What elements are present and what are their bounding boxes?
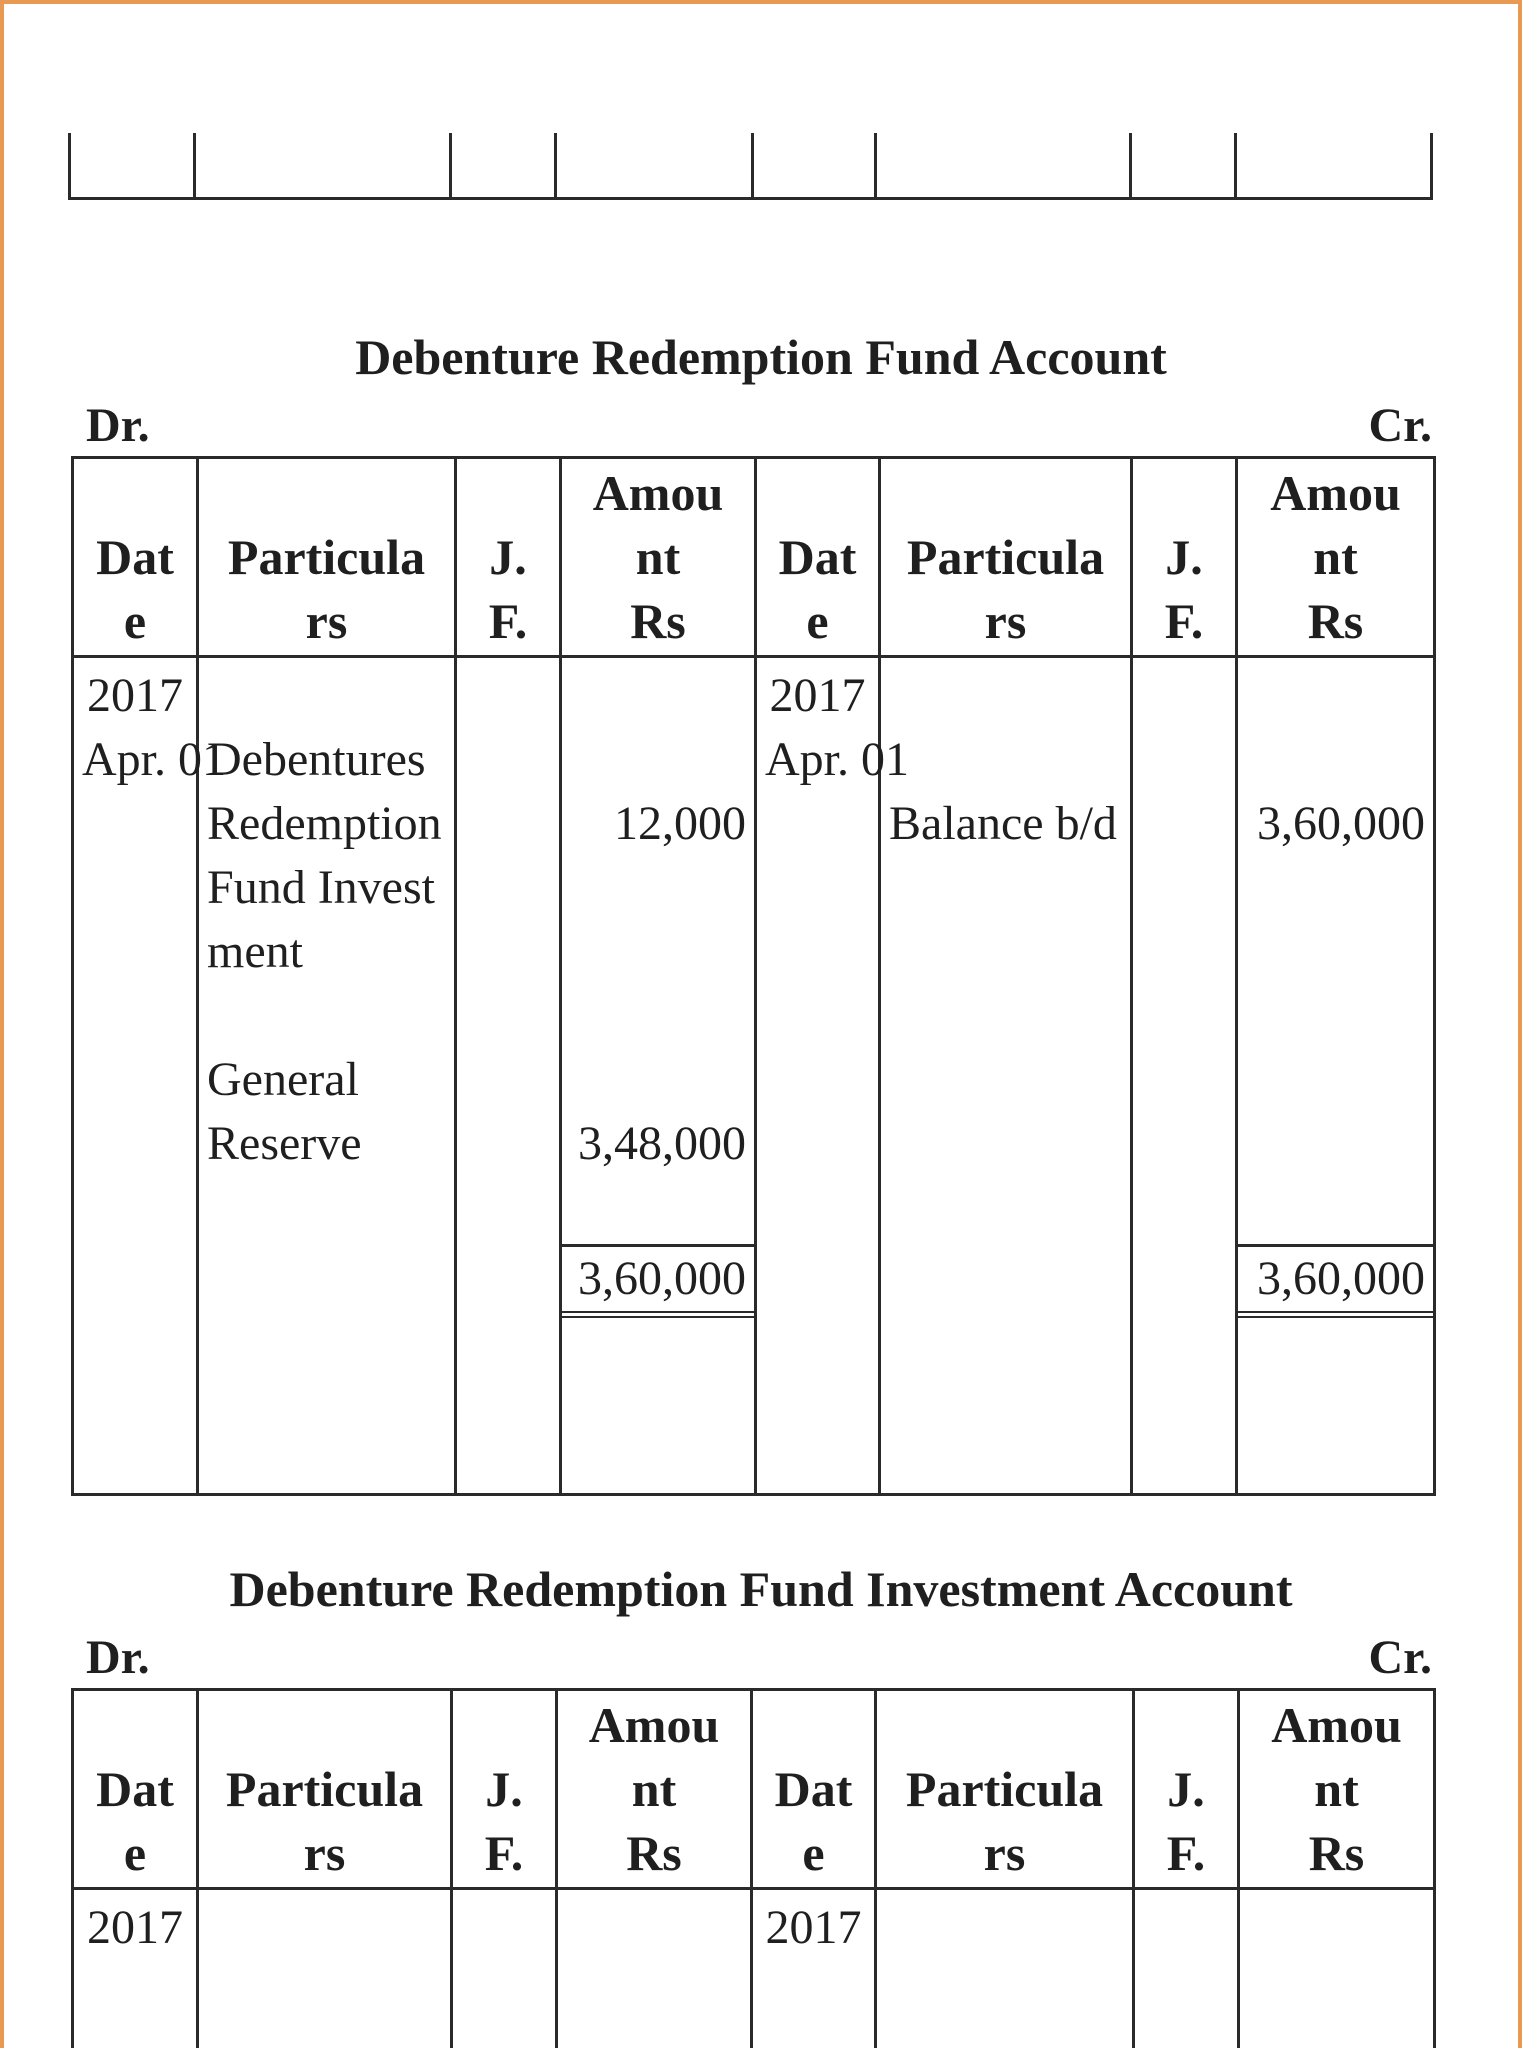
stub-divider xyxy=(874,133,877,200)
stub-divider xyxy=(449,133,452,200)
investment-account-table xyxy=(71,1688,1436,2048)
debit-jf-cell xyxy=(452,1889,557,2048)
header-date: Dat e xyxy=(756,458,880,657)
header-particulars: Particula rs xyxy=(880,458,1132,657)
debit-date-cell xyxy=(73,1889,198,2048)
credit-amount-1: 3,60,000 xyxy=(1257,797,1425,850)
stub-divider xyxy=(193,133,196,200)
credit-amount-cell xyxy=(1239,1889,1435,2048)
header-row xyxy=(73,1690,1435,1889)
header-jf: J. F. xyxy=(1132,458,1237,657)
table-row xyxy=(73,657,1435,1495)
header-date: Dat e xyxy=(752,1690,876,1889)
credit-particulars-cell xyxy=(880,657,1132,1495)
debit-amount-cell xyxy=(557,1889,752,2048)
debit-amount-2: 3,48,000 xyxy=(578,1117,746,1170)
header-amount: Amou nt Rs xyxy=(1237,458,1435,657)
debit-year: 2017 xyxy=(87,669,183,722)
stub-divider xyxy=(751,133,754,200)
debit-year: 2017 xyxy=(87,1901,183,1954)
previous-table-bottom xyxy=(71,133,1433,200)
cr-label: Cr. xyxy=(1368,399,1432,452)
credit-date-cell xyxy=(752,1889,876,2048)
credit-jf-cell xyxy=(1134,1889,1239,2048)
header-amount: Amou nt Rs xyxy=(557,1690,752,1889)
stub-divider xyxy=(68,133,71,200)
credit-total: 3,60,000 xyxy=(1238,1244,1433,1318)
cr-label: Cr. xyxy=(1368,1631,1432,1684)
header-jf: J. F. xyxy=(456,458,561,657)
credit-date-cell xyxy=(756,657,909,1495)
header-row xyxy=(73,458,1435,657)
stub-divider xyxy=(1234,133,1237,200)
debit-amount-1: 12,000 xyxy=(614,797,746,850)
credit-jf-cell xyxy=(1132,657,1237,1495)
stub-divider xyxy=(554,133,557,200)
debit-particulars-cell xyxy=(198,657,456,1495)
debit-particulars-cell xyxy=(198,1889,452,2048)
debit-particulars-1: Debentures Redemption Fund Investment xyxy=(207,733,442,978)
header-particulars: Particula rs xyxy=(198,458,456,657)
account-title: Debenture Redemption Fund Account xyxy=(355,329,1167,385)
debit-date: Apr. 01 xyxy=(82,733,226,786)
debit-date-cell xyxy=(73,657,226,1495)
account-title: Debenture Redemption Fund Investment Account xyxy=(229,1561,1293,1617)
header-jf: J. F. xyxy=(452,1690,557,1889)
header-jf: J. F. xyxy=(1134,1690,1239,1889)
debit-total: 3,60,000 xyxy=(562,1244,754,1318)
header-date: Dat e xyxy=(73,458,198,657)
header-amount: Amou nt Rs xyxy=(1239,1690,1435,1889)
debit-amount-cell xyxy=(561,657,756,1495)
header-date: Dat e xyxy=(73,1690,198,1889)
credit-year: 2017 xyxy=(769,669,866,722)
credit-particulars-1: Balance b/d xyxy=(889,797,1117,850)
credit-year: 2017 xyxy=(765,1901,862,1954)
header-particulars: Particula rs xyxy=(198,1690,452,1889)
credit-amount-cell xyxy=(1237,657,1435,1495)
header-particulars: Particula rs xyxy=(876,1690,1134,1889)
dr-label: Dr. xyxy=(86,399,150,452)
stub-divider xyxy=(1430,133,1433,200)
credit-particulars-cell xyxy=(876,1889,1134,2048)
table-row xyxy=(73,1889,1435,2048)
credit-date: Apr. 01 xyxy=(765,733,909,786)
dr-label: Dr. xyxy=(86,1631,150,1684)
debit-jf-cell xyxy=(456,657,561,1495)
stub-divider xyxy=(1129,133,1132,200)
header-amount: Amou nt Rs xyxy=(561,458,756,657)
fund-account-table xyxy=(71,456,1436,1496)
debit-particulars-2: General Reserve xyxy=(207,1053,362,1170)
